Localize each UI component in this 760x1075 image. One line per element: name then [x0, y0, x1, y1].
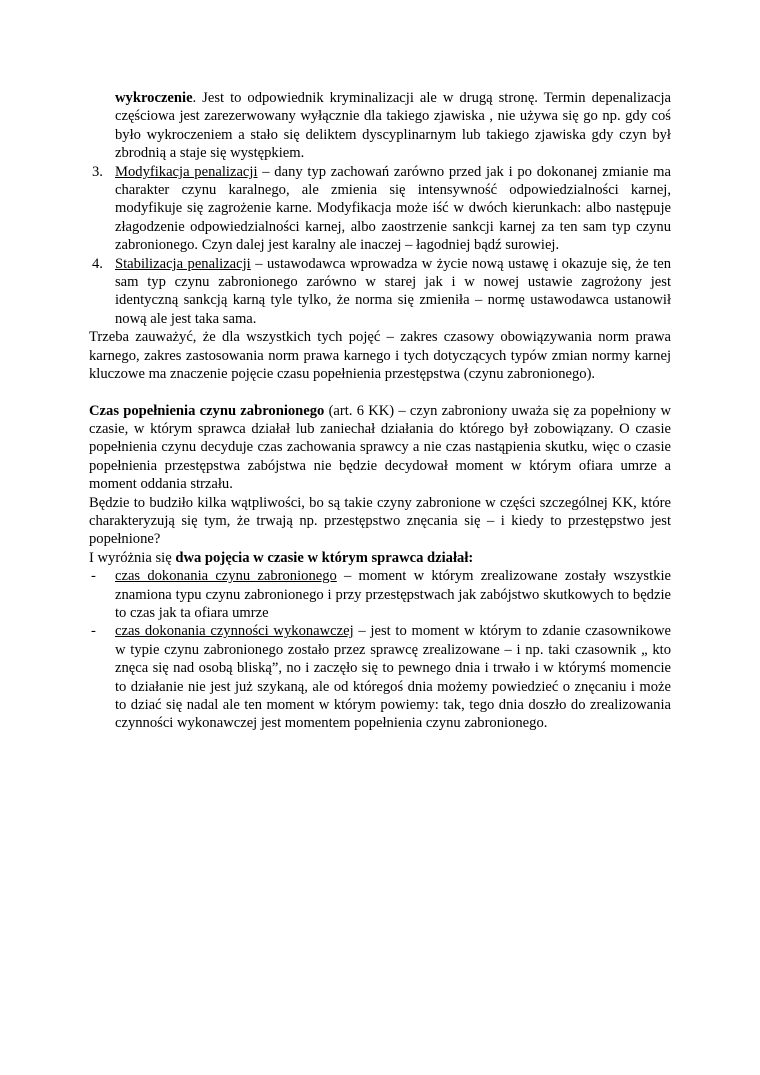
paragraph-trzeba-zauwazyc: Trzeba zauważyć, że dla wszystkich tych pojęć – zakres czasowy obowiązywania norm prawa karnego, zakres zastosowania norm prawa karnego i tych dotyczących typów zmian normy karnej kluczowe ma znaczenie pojęcie czasu popełnienia przestępstwa (czynu zabronionego). [89, 329, 671, 383]
term-modyfikacja-penalizacji: Modyfikacja penalizacji [115, 163, 258, 180]
dash-item-text: – jest to moment w którym to zdanie czasownikowe w typie czynu zabronionego zostało przez sprawcę zrealizowane – i np. taki czasownik „ kto znęca się nad osobą bliską”, no i zaczęło się to pewnego dnia i trwało i w którymś momencie to działanie nie jest już szykaną, ale od któregoś dnia możemy powiedzieć o znęcaniu i może to dziać się nadal ale ten moment w którym powiemy: tak, tego dnia doszło do zrealizowania czynności wykonawczej jest momentem popełnienia czynu zabronionego. [115, 623, 671, 732]
paragraph-bedzie-to: Będzie to budziło kilka wątpliwości, bo są takie czyny zabronione w części szczególnej KK, które charakteryzują się tym, że trwają np. przestępstwo znęcania się – i kiedy to przestępstwo jest popełnione? [89, 494, 671, 548]
paragraph-czas-popelnienia [89, 402, 671, 494]
list-number: 3. [92, 163, 103, 180]
bold-colon: : [468, 549, 474, 566]
bold-term-wykroczenie: wykroczenie [115, 90, 193, 106]
document-page [89, 89, 671, 733]
bold-phrase-dwa-pojecia: dwa pojęcia w czasie w którym sprawca działał [175, 549, 469, 566]
term-czas-dokonania-czynu: czas dokonania czynu zabronionego [115, 568, 337, 585]
dash-item-czas-dokonania-czynu [89, 567, 671, 622]
list-item-text: – ustawodawca wprowadza w życie nową ustawę i okazuje się, że ten sam typ czynu zabronionego zarówno w starej jak i w nowej ustawie zagrożony jest identyczną sankcją karną tyle tylko, że norma się zmieniła – normę ustawodawca ustanowił nową ale jest taka sama. [115, 255, 671, 327]
dash-item-czas-dokonania-czynnosci [89, 622, 671, 732]
list-item-3 [89, 163, 671, 255]
paragraph-wyroznia-sie [89, 549, 671, 567]
blank-line [89, 384, 671, 402]
list-number: 4. [92, 255, 103, 272]
term-stabilizacja-penalizacji: Stabilizacja penalizacji [115, 255, 251, 272]
paragraph-text: I wyróżnia się [89, 549, 176, 566]
paragraph-depenalizacja [89, 89, 671, 163]
dash-marker: - [91, 623, 96, 640]
paragraph-text: (art. 6 KK) – czyn zabroniony uważa się za popełniony w czasie, w którym sprawca działał lub zaniechał działania do którego był zobowiązany. O czasie popełnienia czynu decyduje czas zachowania sprawcy a nie czas nastąpienia skutku, więc o czasie popełnienia przestępstwa zabójstwa nie będzie decydował moment w którym ofiara umrze a moment oddania strzału. [89, 402, 671, 493]
list-item-4 [89, 255, 671, 329]
term-czas-dokonania-czynnosci: czas dokonania czynności wykonawczej [115, 623, 354, 640]
list-item-text: – dany typ zachowań zarówno przed jak i po dokonanej zmianie ma charakter czynu karalnego, ale zmienia się intensywność odpowiedzialności karnej, modyfikuje się zagrożenie karne. Modyfikacja może iść w dwóch kierunkach: albo następuje złagodzenie odpowiedzialności karnej, albo zaostrzenie sankcji karnej za ten sam typ czynu zabronionego. Czyn dalej jest karalny ale inaczej – łagodniej bądź surowiej. [115, 163, 671, 254]
heading-czas-popelnienia: Czas popełnienia czynu zabronionego [89, 402, 325, 419]
paragraph-text: . Jest to odpowiednik kryminalizacji ale w drugą stronę. Termin depenalizacja częściowa jest zarezerwowany wyłącznie dla takiego zjawiska , nie używa się go np. gdy coś było wykroczeniem a stało się deliktem dyscyplinarnym lub takiego zjawiska gdy czyn był zbrodnią a staje się występkiem. [115, 90, 671, 162]
dash-item-text: – moment w którym zrealizowane zostały wszystkie znamiona typu czynu zabronionego i przy przestępstwach jak zabójstwo skutkowych to będzie to czas jak ta ofiara umrze [115, 568, 671, 621]
dash-marker: - [91, 568, 96, 585]
